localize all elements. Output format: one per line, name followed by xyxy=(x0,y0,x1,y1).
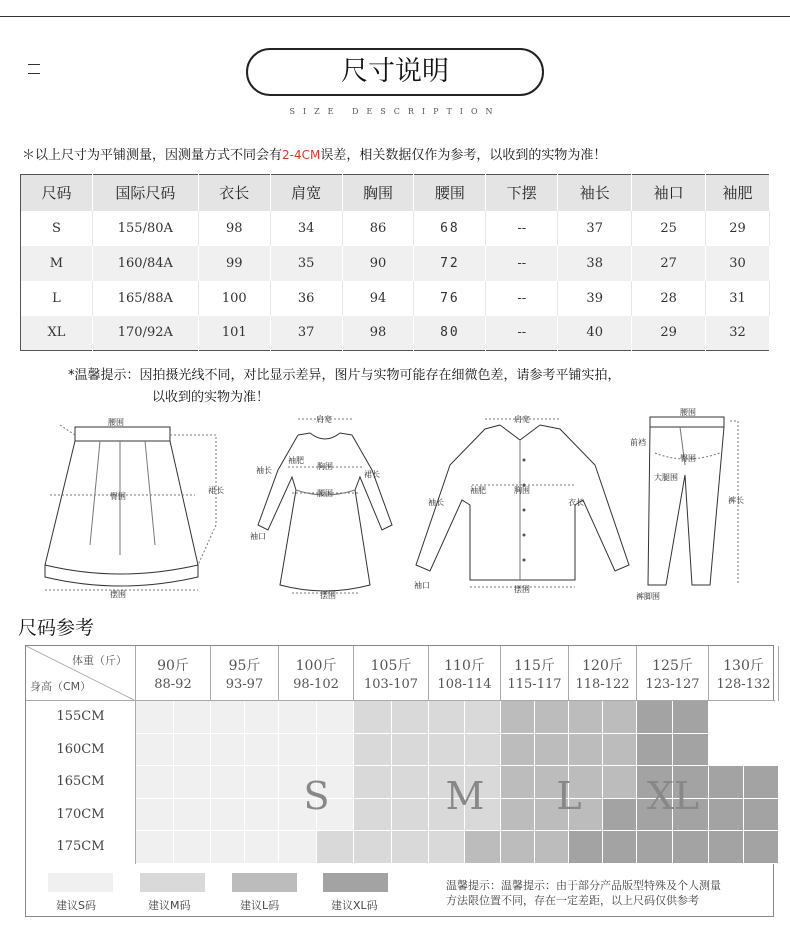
shirt-sketch xyxy=(416,419,629,587)
size-table-cell: 99 xyxy=(198,246,270,281)
pants-label-hip: 臀围 xyxy=(680,454,696,463)
size-grid-cell xyxy=(317,734,354,767)
header-cell: 袖长 xyxy=(558,175,632,211)
corner-height-label: 身高（CM） xyxy=(30,680,92,693)
size-grid-cell xyxy=(211,831,245,864)
size-table-cell: 35 xyxy=(270,246,342,281)
size-table-cell: 155/80A xyxy=(92,211,198,246)
weight-jin: 90斤 xyxy=(157,658,189,674)
size-grid-cell xyxy=(429,734,465,767)
size-reference-grid xyxy=(25,645,774,917)
dress-label-waist: 腰围 xyxy=(317,489,333,498)
size-grid-cell xyxy=(603,734,637,767)
weight-range: 118-122 xyxy=(575,677,630,692)
size-table-row xyxy=(21,246,770,281)
height-row-label: 160CM xyxy=(26,734,136,767)
color-note xyxy=(68,365,621,409)
size-table-cell: 25 xyxy=(632,211,706,246)
dress-sketch xyxy=(258,419,392,593)
grid-header xyxy=(26,646,775,701)
weight-column-header xyxy=(354,646,429,701)
grid-corner xyxy=(26,646,136,701)
size-table-row xyxy=(21,211,770,246)
size-grid-cell xyxy=(211,701,245,734)
size-grid-cell xyxy=(673,831,709,864)
dress-label-shoulder: 肩宽 xyxy=(316,415,332,424)
size-table-cell: 165/88A xyxy=(92,281,198,316)
size-table-cell: 37 xyxy=(558,211,632,246)
size-table-cell: 38 xyxy=(558,246,632,281)
size-grid-cell xyxy=(673,701,709,734)
size-grid-cell xyxy=(569,831,603,864)
pants-label-length: 裤长 xyxy=(728,496,744,505)
weight-jin: 100斤 xyxy=(295,658,337,674)
size-grid-cell xyxy=(174,734,211,767)
size-grid-cell xyxy=(535,734,569,767)
header-cell: 腰围 xyxy=(414,175,486,211)
size-grid-cell xyxy=(501,831,535,864)
weight-range: 88-92 xyxy=(154,677,192,692)
weight-column-header xyxy=(569,646,637,701)
weight-column-header xyxy=(637,646,709,701)
weight-jin: 130斤 xyxy=(723,658,764,674)
header-cell: 袖口 xyxy=(632,175,706,211)
weight-column-header xyxy=(429,646,501,701)
shirt-buttons xyxy=(523,459,526,562)
color-note-line2: 以收到的实物为准！ xyxy=(152,390,270,405)
size-table-row xyxy=(21,316,770,351)
size-grid-cell xyxy=(354,734,392,767)
size-table xyxy=(20,174,770,351)
legend-swatch xyxy=(232,873,297,892)
size-tip-line2: 方法限位置不同，存在一定差距，以上尺码仅供参考 xyxy=(446,894,699,907)
size-table-cell: 30 xyxy=(706,246,770,281)
size-tip xyxy=(446,878,721,908)
weight-range: 123-127 xyxy=(645,677,700,692)
weight-range: 93-97 xyxy=(225,677,264,692)
size-grid-cell xyxy=(501,701,535,734)
height-row-label: 155CM xyxy=(26,701,136,734)
legend-label: 建议M码 xyxy=(148,899,191,912)
weight-jin: 95斤 xyxy=(228,658,261,674)
size-table-cell: 40 xyxy=(558,316,632,351)
shirt-label-chest: 胸围 xyxy=(514,486,530,495)
size-grid-cell xyxy=(744,701,779,734)
size-table-cell: 86 xyxy=(342,211,414,246)
size-grid-cell xyxy=(354,701,392,734)
size-table-cell: M xyxy=(21,246,93,281)
legend-label: 建议L码 xyxy=(240,899,280,912)
size-table-cell: -- xyxy=(486,246,558,281)
pants-label-thigh: 大腿围 xyxy=(654,473,678,482)
size-grid-cell xyxy=(465,831,501,864)
size-grid-cell xyxy=(136,799,174,832)
size-grid-cell xyxy=(245,734,279,767)
size-table-cell: 68 xyxy=(414,211,486,246)
weight-column-header xyxy=(501,646,569,701)
size-table-cell: 76 xyxy=(414,281,486,316)
weight-range: 103-107 xyxy=(363,677,419,692)
size-grid-cell xyxy=(709,701,744,734)
size-grid-cell xyxy=(392,734,429,767)
size-grid-cell xyxy=(709,831,744,864)
shirt-label-length: 衣长 xyxy=(568,498,584,507)
header-cell: 下摆 xyxy=(486,175,558,211)
dress-label-armhole: 袖肥 xyxy=(288,456,304,465)
garment-sketches xyxy=(30,405,760,605)
pants-sketch xyxy=(648,417,738,585)
size-grid-cell xyxy=(279,734,317,767)
size-grid-cell xyxy=(136,766,174,799)
size-table-cell: 100 xyxy=(198,281,270,316)
dress-label-sleeve: 袖长 xyxy=(256,466,272,475)
top-divider xyxy=(0,16,790,17)
size-grid-cell xyxy=(429,831,465,864)
weight-column-header xyxy=(709,646,779,701)
dress-label-hem: 摆围 xyxy=(320,591,336,600)
corner-weight-label: 体重（斤） xyxy=(72,654,127,667)
size-table-cell: 32 xyxy=(706,316,770,351)
size-grid-cell xyxy=(136,831,174,864)
size-table-cell: 160/84A xyxy=(92,246,198,281)
size-table-cell: 101 xyxy=(198,316,270,351)
legend-swatch xyxy=(48,873,113,892)
size-table-cell: 29 xyxy=(632,316,706,351)
measure-note-highlight: 2-4CM xyxy=(282,148,321,162)
shirt-label-hem: 摆围 xyxy=(514,585,530,594)
size-table-cell: 29 xyxy=(706,211,770,246)
size-grid-cell xyxy=(637,734,673,767)
size-grid-cell xyxy=(535,701,569,734)
size-grid-cell xyxy=(637,831,673,864)
header-cell: 衣长 xyxy=(198,175,270,211)
size-grid-cell xyxy=(569,734,603,767)
height-row-label: 170CM xyxy=(26,799,136,832)
size-grid-cell xyxy=(211,799,245,832)
size-grid-cell xyxy=(279,831,317,864)
size-table-cell: -- xyxy=(486,211,558,246)
size-grid-cell xyxy=(744,766,779,799)
size-letter: XL xyxy=(646,774,700,818)
legend-swatch xyxy=(140,873,205,892)
size-table-cell: 39 xyxy=(558,281,632,316)
size-grid-cell xyxy=(535,831,569,864)
size-grid-cell xyxy=(279,701,317,734)
shirt-label-armhole: 袖肥 xyxy=(470,486,486,495)
size-table-cell: 98 xyxy=(198,211,270,246)
legend-swatch xyxy=(323,873,388,892)
size-letter: L xyxy=(556,774,582,818)
dress-label-cuff: 袖口 xyxy=(250,532,266,541)
dress-label-chest: 胸围 xyxy=(317,462,333,471)
size-grid-cell xyxy=(317,701,354,734)
page-subtitle: SIZE DESCRIPTION xyxy=(289,107,501,116)
pants-label-waist: 腰围 xyxy=(680,408,696,417)
size-table-cell: 80 xyxy=(414,316,486,351)
size-grid-cell xyxy=(603,701,637,734)
size-table-cell: 94 xyxy=(342,281,414,316)
size-grid-cell xyxy=(174,831,211,864)
size-grid-cell xyxy=(136,701,174,734)
dress-label-length: 裙长 xyxy=(364,470,380,479)
page-title: 尺寸说明 xyxy=(246,48,544,96)
weight-column-header xyxy=(136,646,211,701)
size-grid-cell xyxy=(673,734,709,767)
skirt-label-hip: 臀围 xyxy=(110,492,126,501)
legend-label: 建议S码 xyxy=(56,899,96,912)
size-table-cell: -- xyxy=(486,281,558,316)
measure-note-suffix: 误差，相关数据仅作为参考，以收到的实物为准！ xyxy=(320,148,607,163)
size-grid-cell xyxy=(174,701,211,734)
weight-jin: 105斤 xyxy=(370,658,412,674)
size-table-cell: 98 xyxy=(342,316,414,351)
height-row-label: 165CM xyxy=(26,766,136,799)
shirt-label-shoulder: 肩宽 xyxy=(514,415,530,424)
weight-jin: 115斤 xyxy=(514,658,555,674)
measure-note xyxy=(22,144,606,163)
size-tip-line1: 温馨提示：温馨提示：由于部分产品版型特殊及个人测量 xyxy=(446,879,721,892)
size-grid-cell xyxy=(317,831,354,864)
header-cell: 胸围 xyxy=(342,175,414,211)
size-table-cell: L xyxy=(21,281,93,316)
size-grid-cell xyxy=(465,701,501,734)
weight-range: 108-114 xyxy=(437,677,492,692)
header-cell: 国际尺码 xyxy=(92,175,198,211)
size-grid-cell xyxy=(354,831,392,864)
size-table-cell: XL xyxy=(21,316,93,351)
size-grid-cell xyxy=(465,734,501,767)
size-grid-cell xyxy=(637,701,673,734)
legend-label: 建议XL码 xyxy=(331,899,378,912)
size-grid-cell xyxy=(174,799,211,832)
size-grid-cell xyxy=(744,734,779,767)
size-table-cell: 34 xyxy=(270,211,342,246)
size-grid-cell xyxy=(211,734,245,767)
size-grid-cell xyxy=(245,831,279,864)
size-letter: M xyxy=(445,774,485,818)
size-grid-cell xyxy=(392,701,429,734)
weight-range: 115-117 xyxy=(507,677,562,692)
size-grid-cell xyxy=(603,831,637,864)
pants-label-rise: 前裆 xyxy=(630,438,646,447)
skirt-label-waist: 腰围 xyxy=(108,418,124,427)
header-cell: 袖肥 xyxy=(706,175,770,211)
size-table-cell: 36 xyxy=(270,281,342,316)
size-grid-cell xyxy=(245,701,279,734)
size-reference-title: 尺码参考 xyxy=(18,617,95,639)
size-grid-cell xyxy=(744,799,779,832)
size-grid-cell xyxy=(429,701,465,734)
size-grid-cell xyxy=(744,831,779,864)
color-note-line1: *温馨提示：因拍摄光线不同，对比显示差异，图片与实物可能存在细微色差，请参考平铺实拍， xyxy=(68,368,621,383)
weight-jin: 120斤 xyxy=(582,658,623,674)
weight-column-header xyxy=(279,646,354,701)
corner-mark xyxy=(28,64,40,74)
size-grid-cell xyxy=(211,766,245,799)
size-table-cell: 170/92A xyxy=(92,316,198,351)
skirt-label-length: 裙长 xyxy=(208,486,224,495)
size-table-cell: 28 xyxy=(632,281,706,316)
size-table-cell: 90 xyxy=(342,246,414,281)
size-grid-cell xyxy=(501,734,535,767)
size-table-row xyxy=(21,281,770,316)
skirt-sketch xyxy=(45,425,216,590)
shirt-label-sleeve: 袖长 xyxy=(428,498,444,507)
measure-note-prefix: ＊以上尺寸为平铺测量，因测量方式不同会有 xyxy=(22,148,283,163)
size-grid-cell xyxy=(136,734,174,767)
size-table-cell: 31 xyxy=(706,281,770,316)
weight-jin: 125斤 xyxy=(652,658,693,674)
header-cell: 尺码 xyxy=(21,175,93,211)
weight-jin: 110斤 xyxy=(444,658,485,674)
pants-label-hem: 裤脚围 xyxy=(636,592,660,601)
weight-range: 98-102 xyxy=(293,677,339,692)
size-table-cell: 37 xyxy=(270,316,342,351)
size-grid-cell xyxy=(569,701,603,734)
weight-range: 128-132 xyxy=(716,677,771,692)
weight-column-header xyxy=(211,646,279,701)
size-table-cell: 27 xyxy=(632,246,706,281)
size-table-cell: -- xyxy=(486,316,558,351)
size-grid-cell xyxy=(709,734,744,767)
header-cell: 肩宽 xyxy=(270,175,342,211)
size-grid-cell xyxy=(392,831,429,864)
size-table-cell: S xyxy=(21,211,93,246)
size-grid-cell xyxy=(174,766,211,799)
size-letter: S xyxy=(303,774,330,818)
size-table-header xyxy=(21,175,770,211)
skirt-label-hem: 摆围 xyxy=(110,590,126,599)
size-table-cell: 72 xyxy=(414,246,486,281)
height-row-label: 175CM xyxy=(26,831,136,864)
shirt-label-cuff: 袖口 xyxy=(414,581,430,590)
